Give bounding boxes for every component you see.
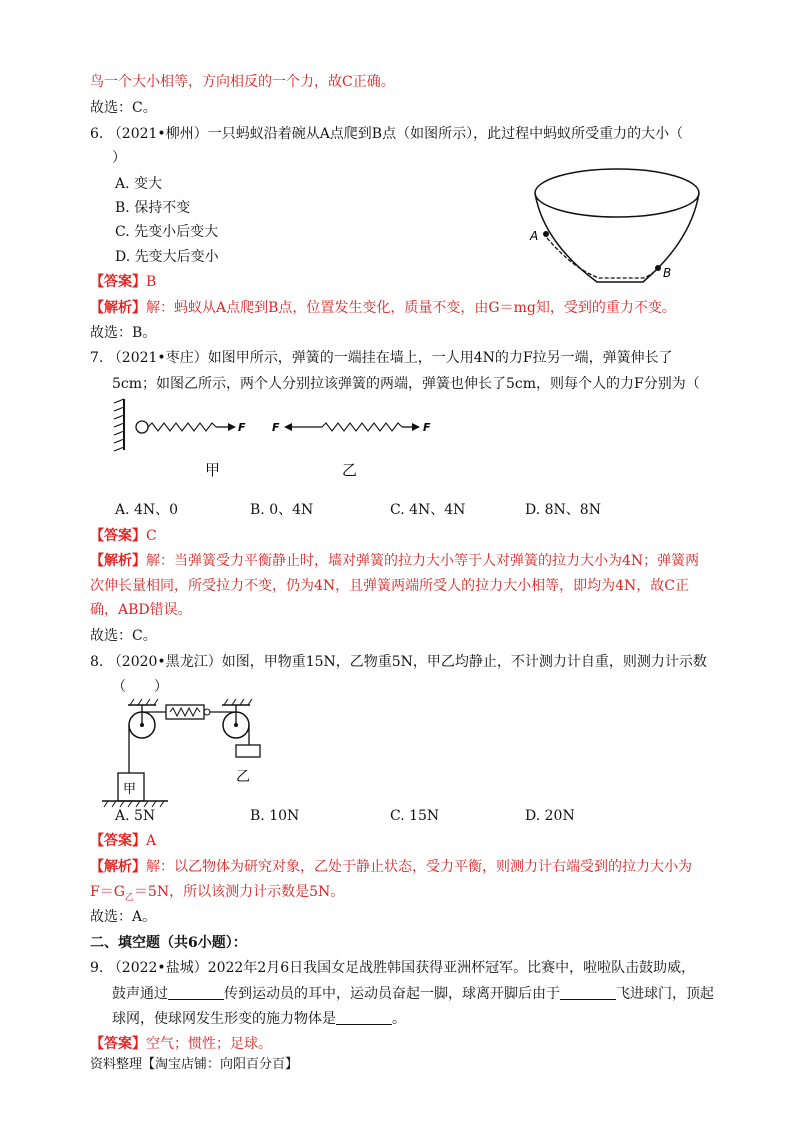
- analysis-text: 解：当弹簧受力平衡静止时，墙对弹簧的拉力大小等于人对弹簧的拉力大小为4N；弹簧两: [146, 553, 700, 569]
- q6-option-b: B. 保持不变: [115, 200, 191, 216]
- q9-answer: [90, 1034, 272, 1054]
- answer-value: 空气；惯性；足球。: [146, 1036, 272, 1052]
- q7-option-d: D. 8N、8N: [525, 502, 601, 518]
- answer-tag: 【答案】: [90, 274, 146, 290]
- q9-text: 鼓声通过: [112, 986, 168, 1002]
- q7-analysis-line2: 次伸长量相同，所受拉力不变，仍为4N，且弹簧两端所受人的拉力大小相等，即均为4N，故C正: [90, 578, 690, 594]
- q7-analysis-line3: 确，ABD错误。: [90, 602, 192, 618]
- point-a-label: A: [530, 229, 539, 243]
- block-yi: [236, 745, 260, 757]
- fill-blank-1[interactable]: [168, 985, 224, 1000]
- q8-option-b: B. 10N: [250, 808, 300, 824]
- prev-choose: 故选：C。: [90, 100, 157, 116]
- q9-text: 。: [392, 1011, 406, 1027]
- q7-option-a: A. 4N、0: [115, 502, 179, 518]
- q6-stem-line2: ）: [112, 150, 126, 166]
- q7-stem-line2: 5cm；如图乙所示，两个人分别拉该弹簧的两端，弹簧也伸长了5cm，则每个人的力F分别为（: [112, 376, 700, 392]
- formula-post: ＝5N，所以该测力计示数是5N。: [133, 884, 345, 900]
- force-label-yi-left: F: [272, 421, 280, 434]
- ant-at-a: [543, 231, 549, 237]
- q8-stem-line2: （ ）: [112, 679, 168, 695]
- analysis-tag: 【解析】: [90, 859, 146, 875]
- answer-value: B: [146, 274, 157, 290]
- formula-sub: 乙: [124, 892, 134, 903]
- label-yi: 乙: [342, 461, 358, 479]
- q9-stem-line3: [112, 1009, 406, 1029]
- answer-value: C: [146, 528, 157, 544]
- q8-analysis-line1: [90, 857, 692, 877]
- q8-choose: 故选：A。: [90, 909, 157, 925]
- formula-pre: F＝G: [90, 884, 125, 900]
- answer-tag: 【答案】: [90, 833, 146, 849]
- q7-analysis-line1: [90, 551, 699, 571]
- analysis-tag: 【解析】: [90, 300, 146, 316]
- bowl-body: [535, 193, 699, 282]
- q7-option-b: B. 0、4N: [250, 502, 314, 518]
- q9-stem-line2: [112, 984, 714, 1004]
- answer-tag: 【答案】: [90, 1036, 146, 1052]
- q6-option-a: A. 变大: [115, 176, 163, 192]
- q7-stem-line1: 7. （2021•枣庄）如图甲所示，弹簧的一端挂在墙上，一人用4N的力F拉另一端，弹簧伸长了: [90, 350, 673, 366]
- q9-text: 球网，使球网发生形变的施力物体是: [112, 1011, 336, 1027]
- spring-jia: [148, 423, 216, 431]
- q6-choose: 故选：B。: [90, 325, 157, 341]
- q7-choose: 故选：C。: [90, 628, 157, 644]
- q9-text: 传到运动员的耳中，运动员奋起一脚，球离开脚后由于: [224, 986, 560, 1002]
- answer-value: A: [146, 833, 157, 849]
- analysis-tag: 【解析】: [90, 553, 146, 569]
- q7-answer: [90, 526, 157, 546]
- spring-hook: [136, 421, 148, 433]
- q7-option-c: C. 4N、4N: [390, 502, 466, 518]
- q8-stem-line1: 8. （2020•黑龙江）如图，甲物重15N，乙物重5N，甲乙均静止，不计测力计自重，则测力计示数: [90, 654, 707, 670]
- spring-figure: [110, 395, 450, 480]
- ant-at-b: [655, 265, 661, 271]
- q6-analysis: [90, 298, 676, 318]
- bowl-figure: [525, 160, 715, 295]
- force-label-yi-right: F: [423, 421, 431, 434]
- q8-option-c: C. 15N: [390, 808, 440, 824]
- section-title: 二、填空题（共6小题）：: [90, 935, 247, 951]
- q6-answer: [90, 272, 156, 292]
- q8-option-a: A. 5N: [115, 808, 156, 824]
- bowl-rim: [535, 169, 699, 217]
- q9-text: 飞进球门，顶起: [616, 986, 714, 1002]
- force-label-jia: F: [238, 421, 246, 434]
- q6-stem-line1: 6. （2021•柳州）一只蚂蚁沿着碗从A点爬到B点（如图所示），此过程中蚂蚁所受重力的大小（: [90, 126, 684, 142]
- q9-stem-line1: 9. （2022•盐城）2022年2月6日我国女足战胜韩国获得亚洲杯冠军。比赛中，啦啦队击鼓助威，: [90, 960, 696, 976]
- footer-source: 资料整理【淘宝店铺：向阳百分百】: [90, 1057, 299, 1072]
- ant-path: [547, 238, 660, 278]
- spring-yi: [322, 423, 402, 431]
- q6-option-c: C. 先变小后变大: [115, 224, 219, 240]
- label-yi: 乙: [236, 769, 250, 785]
- fill-blank-3[interactable]: [336, 1010, 392, 1025]
- q8-option-d: D. 20N: [525, 808, 575, 824]
- label-jia: 甲: [123, 782, 137, 797]
- pulley-figure: [98, 697, 268, 815]
- analysis-text: 解：以乙物体为研究对象，乙处于静止状态，受力平衡，则测力计右端受到的拉力大小为: [146, 859, 692, 875]
- fill-blank-2[interactable]: [560, 985, 616, 1000]
- q6-option-d: D. 先变大后变小: [115, 249, 219, 265]
- answer-tag: 【答案】: [90, 528, 146, 544]
- label-jia: 甲: [205, 461, 221, 479]
- prev-analysis-line: 鸟一个大小相等，方向相反的一个力，故C正确。: [90, 74, 395, 90]
- analysis-text: 解：蚂蚁从A点爬到B点，位置发生变化，质量不变，由G＝mg知，受到的重力不变。: [146, 300, 676, 316]
- q8-answer: [90, 831, 156, 851]
- point-b-label: B: [663, 266, 672, 280]
- q8-analysis-line2: [90, 882, 344, 908]
